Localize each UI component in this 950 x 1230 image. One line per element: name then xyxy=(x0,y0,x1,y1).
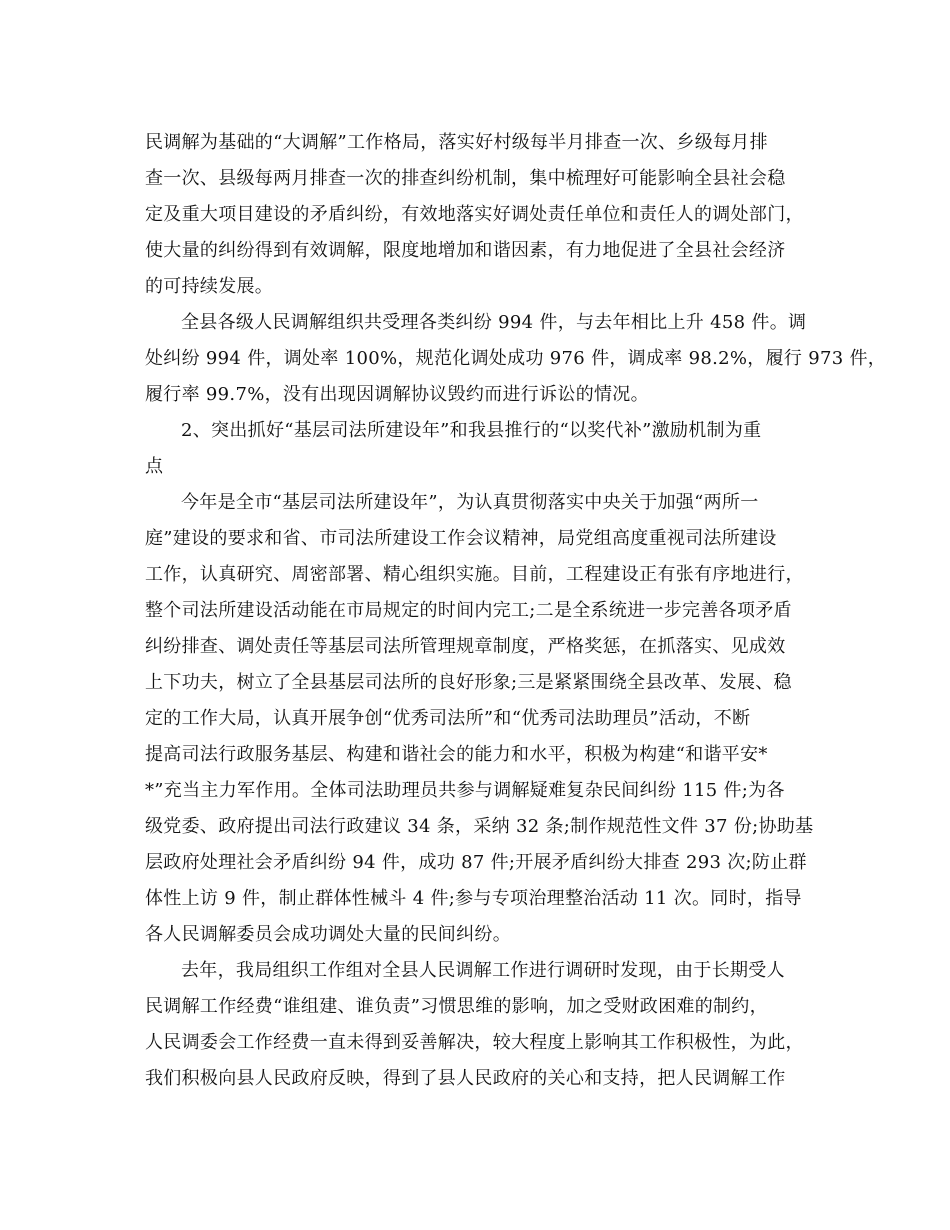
text-line: 履行率 99.7%，没有出现因调解协议毁约而进行诉讼的情况。 xyxy=(145,384,649,405)
text-line: 查一次、县级每两月排查一次的排查纠纷机制，集中梳理好可能影响全县社会稳 xyxy=(145,168,786,189)
text-line: 纠纷排查、调处责任等基层司法所管理规章制度，严格奖惩，在抓落实、见成效 xyxy=(145,636,786,657)
text-line: 民调解工作经费“谁组建、谁负责”习惯思维的影响，加之受财政困难的制约， xyxy=(145,996,768,1017)
text-line: 全县各级人民调解组织共受理各类纠纷 994 件，与去年相比上升 458 件。调 xyxy=(181,312,807,333)
text-line: 工作，认真研究、周密部署、精心组织实施。目前，工程建设正有张有序地进行， xyxy=(145,564,804,585)
text-line: 上下功夫，树立了全县基层司法所的良好形象;三是紧紧围绕全县改革、发展、稳 xyxy=(145,672,792,693)
text-line: 点 xyxy=(145,456,164,477)
text-line: 人民调委会工作经费一直未得到妥善解决，较大程度上影响其工作积极性，为此， xyxy=(145,1032,804,1053)
text-line: 民调解为基础的“大调解”工作格局，落实好村级每半月排查一次、乡级每月排 xyxy=(145,132,768,153)
text-line: 我们积极向县人民政府反映，得到了县人民政府的关心和支持，把人民调解工作 xyxy=(145,1068,786,1089)
text-line: 各人民调解委员会成功调处大量的民间纠纷。 xyxy=(145,924,511,945)
text-line: 2、突出抓好“基层司法所建设年”和我县推行的“以奖代补”激励机制为重 xyxy=(181,420,762,441)
text-line: 庭”建设的要求和省、市司法所建设工作会议精神，局党组高度重视司法所建设 xyxy=(145,528,777,549)
text-line: 层政府处理社会矛盾纠纷 94 件，成功 87 件;开展矛盾纠纷大排查 293 次;防止群 xyxy=(145,852,807,873)
text-line: 处纠纷 994 件，调处率 100%，规范化调处成功 976 件，调成率 98.2%，履行 973 件， xyxy=(145,348,887,369)
text-line: 提高司法行政服务基层、构建和谐社会的能力和水平，积极为构建“和谐平安* xyxy=(145,744,768,765)
text-line: 定及重大项目建设的矛盾纠纷，有效地落实好调处责任单位和责任人的调处部门， xyxy=(145,204,804,225)
text-line: *”充当主力军作用。全体司法助理员共参与调解疑难复杂民间纠纷 115 件;为各 xyxy=(145,780,785,801)
text-line: 整个司法所建设活动能在市局规定的时间内完工;二是全系统进一步完善各项矛盾 xyxy=(145,600,792,621)
text-line: 今年是全市“基层司法所建设年”，为认真贯彻落实中央关于加强“两所一 xyxy=(181,492,759,513)
text-line: 体性上访 9 件，制止群体性械斗 4 件;参与专项治理整治活动 11 次。同时，指导 xyxy=(145,888,802,909)
text-line: 去年，我局组织工作组对全县人民调解工作进行调研时发现，由于长期受人 xyxy=(181,960,785,981)
text-line: 使大量的纠纷得到有效调解，限度地增加和谐因素，有力地促进了全县社会经济 xyxy=(145,240,786,261)
text-line: 定的工作大局，认真开展争创“优秀司法所”和“优秀司法助理员”活动，不断 xyxy=(145,708,751,729)
text-line: 级党委、政府提出司法行政建议 34 条，采纳 32 条;制作规范性文件 37 份;协助基 xyxy=(145,816,814,837)
text-line: 的可持续发展。 xyxy=(145,276,274,297)
